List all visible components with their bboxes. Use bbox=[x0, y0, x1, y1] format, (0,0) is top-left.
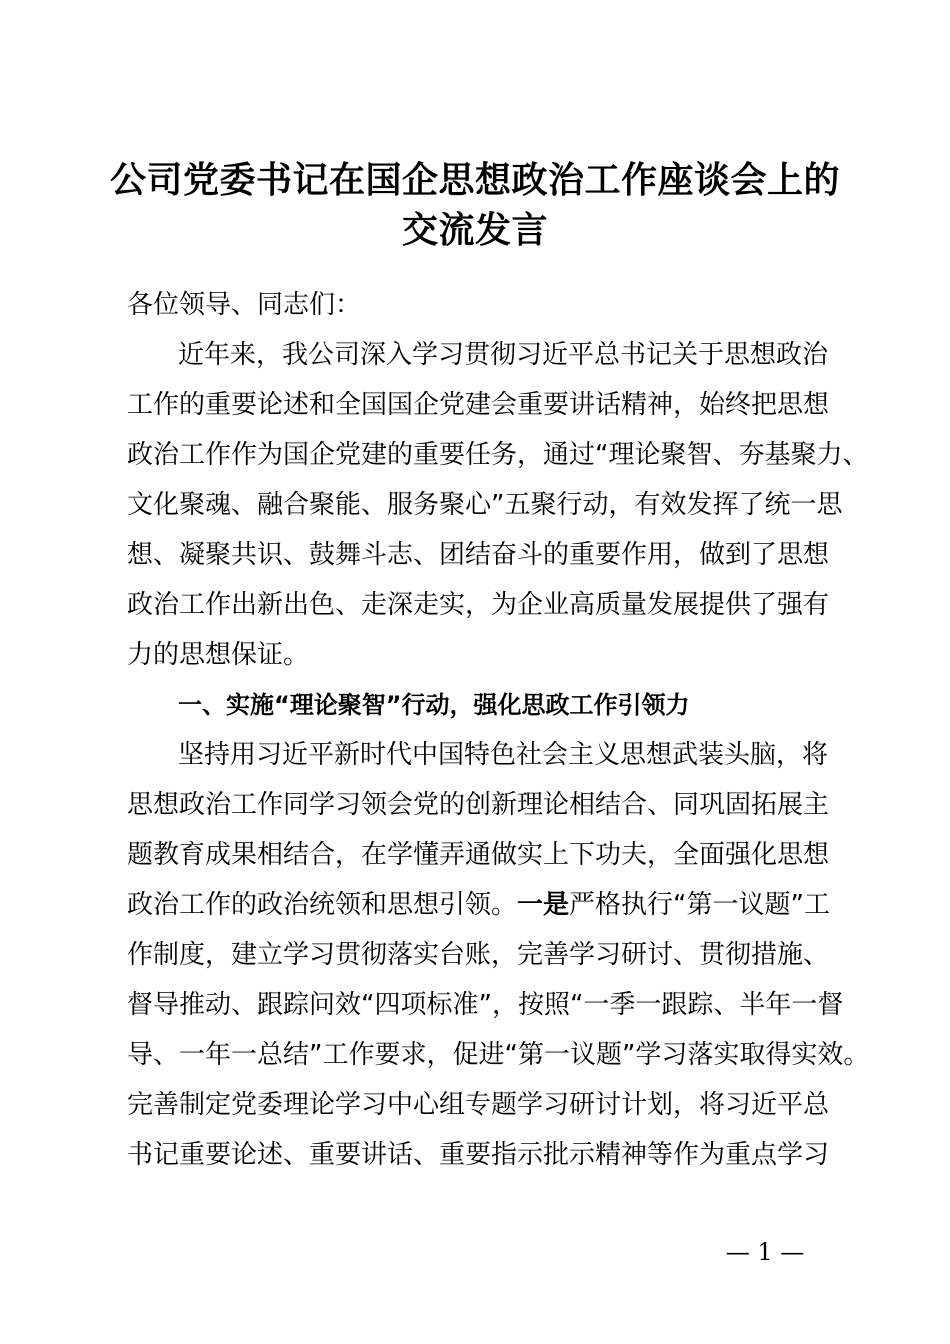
section-line: 思想政治工作同学习领会党的创新理论相结合、同巩固拓展主 bbox=[127, 790, 830, 820]
section-line-with-lead bbox=[127, 880, 847, 930]
intro-line: 力的思想保证。 bbox=[127, 640, 310, 670]
section-heading: 一、实施“理论聚智”行动，强化思政工作引领力 bbox=[178, 691, 690, 719]
section-line: 书记重要论述、重要讲话、重要指示批示精神等作为重点学习 bbox=[127, 1140, 830, 1170]
document-title-line-2: 交流发言 bbox=[401, 210, 548, 251]
intro-line: 文化聚魂、融合聚能、服务聚心”五聚行动，有效发挥了统一思 bbox=[127, 490, 843, 520]
section-line-text: 政治工作的政治统领和思想引领。 bbox=[127, 890, 518, 920]
section-line-tail: 严格执行“第一议题”工 bbox=[569, 890, 830, 920]
intro-line: 政治工作出新出色、走深走实，为企业高质量发展提供了强有 bbox=[127, 590, 830, 620]
section-line: 完善制定党委理论学习中心组专题学习研讨计划，将习近平总 bbox=[127, 1090, 830, 1120]
intro-line: 政治工作作为国企党建的重要任务，通过“理论聚智、夯基聚力、 bbox=[127, 440, 869, 470]
document-title-line-1: 公司党委书记在国企思想政治工作座谈会上的 bbox=[109, 160, 840, 201]
salutation: 各位领导、同志们： bbox=[127, 290, 362, 320]
intro-line: 近年来，我公司深入学习贯彻习近平总书记关于思想政治 bbox=[178, 340, 829, 370]
intro-line: 工作的重要论述和全国国企党建会重要讲话精神，始终把思想 bbox=[127, 390, 830, 420]
bold-lead-text: 一是 bbox=[517, 890, 570, 920]
section-line: 督导推动、跟踪问效“四项标准”，按照“一季一跟踪、半年一督 bbox=[127, 990, 844, 1020]
section-line: 题教育成果相结合，在学懂弄通做实上下功夫，全面强化思想 bbox=[127, 840, 830, 870]
section-line: 导、一年一总结”工作要求，促进“第一议题”学习落实取得实效。 bbox=[127, 1040, 870, 1070]
section-line: 坚持用习近平新时代中国特色社会主义思想武装头脑，将 bbox=[178, 740, 829, 770]
page-number: — 1 — bbox=[725, 1238, 805, 1266]
section-line: 作制度，建立学习贯彻落实台账，完善学习研讨、贯彻措施、 bbox=[127, 940, 830, 970]
intro-line: 想、凝聚共识、鼓舞斗志、团结奋斗的重要作用，做到了思想 bbox=[127, 540, 830, 570]
